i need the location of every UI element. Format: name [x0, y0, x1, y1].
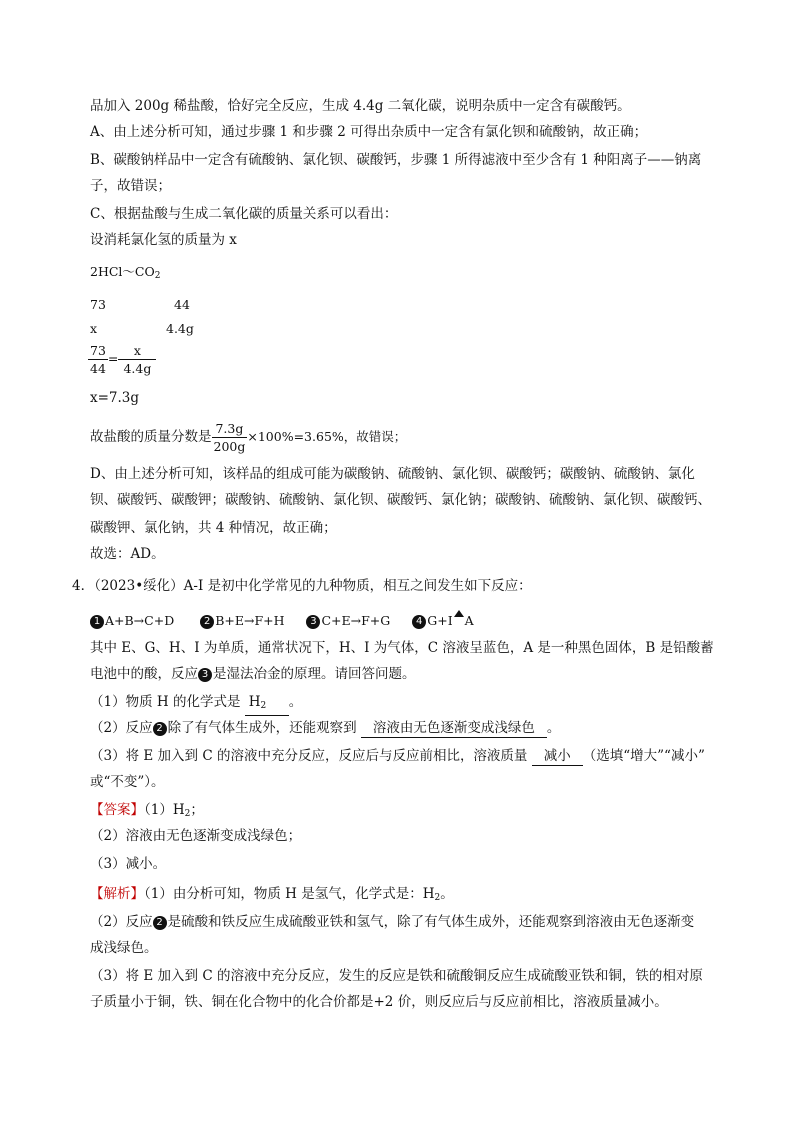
- text: （2）反应: [90, 720, 153, 736]
- circle-number: 3: [306, 615, 320, 629]
- circle-number: 2: [153, 722, 167, 736]
- equation-line: [90, 262, 160, 286]
- text: ×100%=3.65%，故错误；: [247, 429, 407, 444]
- text-line: A、由上述分析可知，通过步骤 1 和步骤 2 可得出杂质中一定含有氯化钡和硫酸钠，故正确；: [90, 124, 648, 140]
- reactions-line: [90, 610, 474, 631]
- text: 。: [546, 720, 561, 736]
- subscript: 2: [184, 809, 191, 819]
- circle-number: 2: [200, 615, 214, 629]
- explanation-label: 【解析】: [90, 886, 144, 902]
- heat-triangle-icon: [454, 610, 464, 617]
- text: 是硫酸和铁反应生成硫酸亚铁和氢气，除了有气体生成外，还能观察到溶液由无色逐渐变: [167, 914, 695, 930]
- question-stem: 4．（2023•绥化）A-I 是初中化学常见的九种物质，相互之间发生如下反应：: [72, 578, 532, 594]
- text-line: 子，故错误；: [90, 178, 171, 194]
- text-line: 故选：AD。: [90, 546, 165, 562]
- numerator: 73: [90, 343, 106, 358]
- text-line: 其中 E、G、H、I 为单质，通常状况下，H、I 为气体，C 溶液呈蓝色，A 是一种黑色固体，B 是铅酸蓄: [90, 640, 714, 656]
- text-line: [90, 664, 416, 684]
- text: 。: [288, 694, 303, 710]
- subscript: 2: [260, 701, 267, 711]
- text: ；: [190, 802, 204, 818]
- ratio-row-top-right: 44: [174, 297, 190, 312]
- text: （2）反应: [90, 914, 153, 930]
- text: （1）物质 H 的化学式是: [90, 694, 241, 710]
- denominator: 200g: [213, 439, 246, 454]
- text-line: 设消耗氯化氢的质量为 x: [90, 232, 237, 248]
- text: （3）将 E 加入到 C 的溶液中充分反应，反应后与反应前相比，溶液质量: [90, 748, 528, 764]
- denominator: 44: [90, 361, 106, 376]
- text: 除了有气体生成外，还能观察到: [167, 720, 357, 736]
- text: 电池中的酸，反应: [90, 666, 198, 682]
- text-line: （3）将 E 加入到 C 的溶液中充分反应，发生的反应是铁和硫酸铜反应生成硫酸亚铁和铜，铁的相对原: [90, 968, 703, 984]
- circle-number: 4: [412, 615, 426, 629]
- sub-question-3: [90, 746, 705, 766]
- ratio-row-bottom-right: 4.4g: [166, 321, 194, 336]
- text: （选填“增大”“减小”: [582, 748, 705, 764]
- sub-question-2: [90, 718, 560, 738]
- answer-blank: 溶液由无色逐渐变成浅绿色: [361, 719, 547, 738]
- fraction-right: [118, 342, 156, 377]
- sub-question-1: [90, 692, 302, 716]
- text-line: （2）溶液由无色逐渐变成浅绿色；: [90, 828, 302, 844]
- text-line: C、根据盐酸与生成二氧化碳的质量关系可以看出：: [90, 206, 398, 222]
- denominator: 4.4g: [123, 361, 152, 376]
- ratio-row-top-left: 73: [90, 297, 106, 312]
- explanation-line: [90, 884, 454, 908]
- text-line: 子质量小于铜，铁、铜在化合物中的化合价都是+2 价，则反应后与反应前相比，溶液质量减小。: [90, 994, 668, 1010]
- circle-number: 3: [198, 668, 212, 682]
- fraction: [212, 420, 248, 455]
- text-line: 成浅绿色。: [90, 940, 158, 956]
- answer: H: [248, 694, 261, 710]
- text-line: 品加入 200g 稀盐酸，恰好完全反应，生成 4.4g 二氧化碳，说明杂质中一定含有碳酸钙。: [90, 98, 631, 114]
- reaction: C+E→F+G: [321, 613, 391, 628]
- subscript: 2: [154, 271, 161, 281]
- text-line: B、碳酸钠样品中一定含有硫酸钠、氯化钡、碳酸钙，步骤 1 所得滤液中至少含有 1 种阳离子——钠离: [90, 152, 702, 168]
- text-line: 或“不变”）。: [90, 774, 165, 790]
- subscript: 2: [434, 893, 441, 903]
- equation-text: 2HCl～CO: [90, 264, 155, 279]
- ratio-row-bottom-left: x: [90, 321, 98, 336]
- mass-fraction-line: [90, 420, 406, 455]
- text: 故盐酸的质量分数是: [90, 429, 212, 445]
- answer-label: 【答案】: [90, 802, 144, 818]
- text-line: 钡、碳酸钙、碳酸钾；碳酸钠、硫酸钠、氯化钡、碳酸钙、氯化钠；碳酸钠、硫酸钠、氯化钡、碳酸钙、: [90, 492, 711, 508]
- reaction: A: [464, 613, 474, 628]
- reaction: G+I: [427, 613, 453, 628]
- text-line: x=7.3g: [90, 390, 140, 406]
- circle-number: 1: [90, 615, 104, 629]
- text-line: [90, 912, 694, 932]
- text: （1）H: [144, 802, 185, 818]
- fraction-left: [88, 342, 108, 377]
- answer-blank: [245, 693, 289, 716]
- text: （1）由分析可知，物质 H 是氢气，化学式是：H: [144, 886, 435, 902]
- text: 是湿法冶金的原理。请回答问题。: [213, 666, 416, 682]
- reaction: A+B→C+D: [105, 613, 175, 628]
- circle-number: 2: [153, 916, 167, 930]
- answer-line: [90, 800, 204, 824]
- reaction: B+E→F+H: [215, 613, 285, 628]
- text-line: D、由上述分析可知，该样品的组成可能为碳酸钠、硫酸钠、氯化钡、碳酸钙；碳酸钠、硫酸钠、氯化: [90, 466, 695, 482]
- numerator: x: [118, 342, 156, 360]
- proportion-equation: [88, 342, 156, 377]
- text-line: （3）减小。: [90, 856, 167, 872]
- text: 。: [440, 886, 454, 902]
- numerator: 7.3g: [212, 420, 248, 438]
- answer-blank: 减小: [532, 747, 583, 766]
- equals-sign: =: [107, 351, 119, 366]
- text-line: 碳酸钾、氯化钠，共 4 种情况，故正确；: [90, 520, 337, 536]
